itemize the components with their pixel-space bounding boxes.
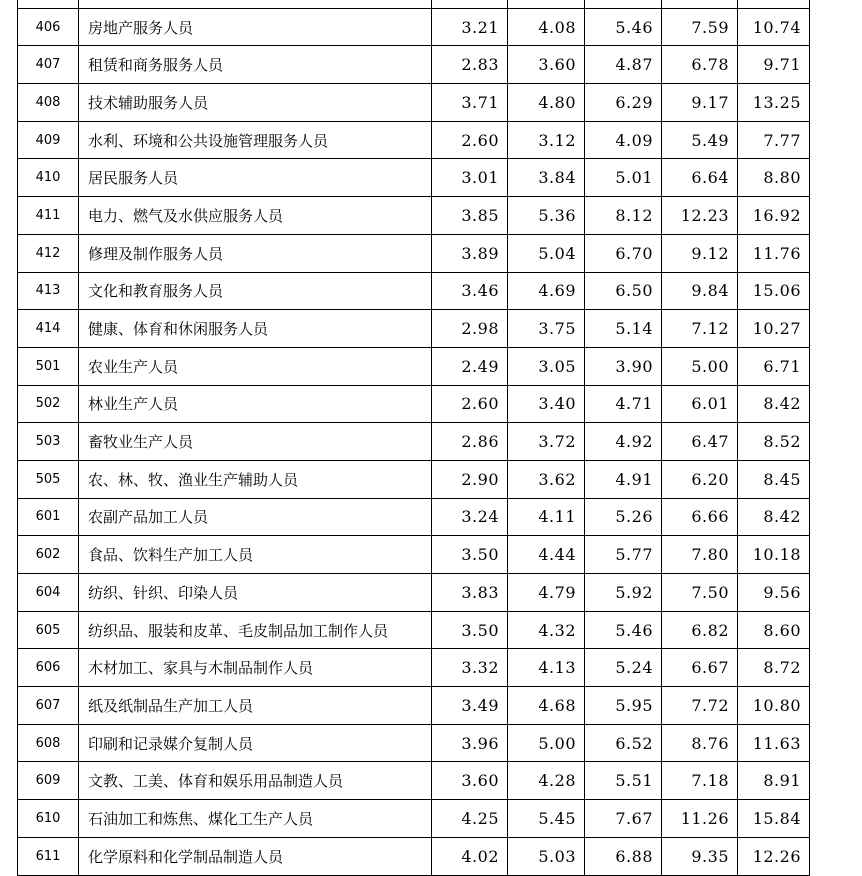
value-cell: 5.01 — [585, 159, 662, 197]
table-row — [18, 687, 810, 725]
occupation-name: 纺织品、服装和皮革、毛皮制品加工制作人员 — [79, 611, 432, 649]
occupation-name: 电力、燃气及水供应服务人员 — [79, 197, 432, 235]
occupation-code — [18, 0, 79, 8]
value-cell: 2.90 — [432, 460, 508, 498]
occupation-name: 印刷和记录媒介复制人员 — [79, 724, 432, 762]
value-cell: 6.01 — [662, 385, 738, 423]
table-row — [18, 234, 810, 272]
value-cell: 4.92 — [585, 423, 662, 461]
value-cell: 9.56 — [738, 574, 810, 612]
value-cell: 2.60 — [432, 385, 508, 423]
occupation-name: 纺织、针织、印染人员 — [79, 574, 432, 612]
value-cell: 3.40 — [508, 385, 585, 423]
table-row — [18, 197, 810, 235]
occupation-code: 601 — [18, 498, 79, 536]
value-cell: 3.01 — [432, 159, 508, 197]
value-cell: 4.02 — [432, 837, 508, 875]
value-cell: 5.36 — [508, 197, 585, 235]
value-cell: 6.67 — [662, 649, 738, 687]
value-cell: 5.95 — [585, 687, 662, 725]
value-cell: 2.86 — [432, 423, 508, 461]
occupation-code: 412 — [18, 234, 79, 272]
value-cell: 7.18 — [662, 762, 738, 800]
value-cell: 9.71 — [738, 46, 810, 84]
occupation-name: 租赁和商务服务人员 — [79, 46, 432, 84]
value-cell: 6.52 — [585, 724, 662, 762]
value-cell: 3.71 — [432, 84, 508, 122]
value-cell: 5.77 — [585, 536, 662, 574]
value-cell: 6.88 — [585, 837, 662, 875]
value-cell: 15.84 — [738, 800, 810, 838]
value-cell: 9.17 — [662, 84, 738, 122]
table-row — [18, 460, 810, 498]
data-table-wrapper — [17, 0, 810, 876]
value-cell: 6.47 — [662, 423, 738, 461]
table-body — [18, 0, 810, 875]
table-row — [18, 536, 810, 574]
occupation-name: 水利、环境和公共设施管理服务人员 — [79, 121, 432, 159]
value-cell — [432, 0, 508, 8]
value-cell: 8.80 — [738, 159, 810, 197]
value-cell: 6.29 — [585, 84, 662, 122]
value-cell: 11.63 — [738, 724, 810, 762]
value-cell: 5.03 — [508, 837, 585, 875]
table-row — [18, 0, 810, 8]
table-row — [18, 423, 810, 461]
table-row — [18, 762, 810, 800]
occupation-code: 610 — [18, 800, 79, 838]
value-cell: 10.74 — [738, 8, 810, 46]
value-cell: 5.51 — [585, 762, 662, 800]
table-row — [18, 574, 810, 612]
value-cell — [585, 0, 662, 8]
value-cell: 4.87 — [585, 46, 662, 84]
value-cell: 3.96 — [432, 724, 508, 762]
occupation-code: 410 — [18, 159, 79, 197]
table-row — [18, 159, 810, 197]
value-cell: 8.45 — [738, 460, 810, 498]
occupation-name: 化学原料和化学制品制造人员 — [79, 837, 432, 875]
value-cell: 5.04 — [508, 234, 585, 272]
occupation-name: 居民服务人员 — [79, 159, 432, 197]
occupation-name: 石油加工和炼焦、煤化工生产人员 — [79, 800, 432, 838]
occupation-code: 408 — [18, 84, 79, 122]
value-cell: 4.13 — [508, 649, 585, 687]
value-cell: 8.72 — [738, 649, 810, 687]
value-cell: 7.50 — [662, 574, 738, 612]
value-cell — [508, 0, 585, 8]
value-cell — [738, 0, 810, 8]
value-cell: 5.14 — [585, 310, 662, 348]
value-cell: 3.60 — [432, 762, 508, 800]
value-cell: 7.77 — [738, 121, 810, 159]
occupation-name: 文教、工美、体育和娱乐用品制造人员 — [79, 762, 432, 800]
value-cell: 6.20 — [662, 460, 738, 498]
occupation-code: 607 — [18, 687, 79, 725]
value-cell: 8.91 — [738, 762, 810, 800]
value-cell: 2.83 — [432, 46, 508, 84]
value-cell: 10.18 — [738, 536, 810, 574]
occupation-code: 605 — [18, 611, 79, 649]
occupation-code: 501 — [18, 347, 79, 385]
value-cell: 4.11 — [508, 498, 585, 536]
value-cell: 5.92 — [585, 574, 662, 612]
value-cell: 3.50 — [432, 611, 508, 649]
value-cell: 7.67 — [585, 800, 662, 838]
value-cell: 3.75 — [508, 310, 585, 348]
occupation-code: 502 — [18, 385, 79, 423]
occupation-code: 411 — [18, 197, 79, 235]
value-cell: 8.76 — [662, 724, 738, 762]
occupation-code: 604 — [18, 574, 79, 612]
value-cell: 8.42 — [738, 498, 810, 536]
occupation-name: 农业生产人员 — [79, 347, 432, 385]
value-cell: 3.21 — [432, 8, 508, 46]
value-cell: 7.12 — [662, 310, 738, 348]
occupation-name: 文化和教育服务人员 — [79, 272, 432, 310]
table-row — [18, 837, 810, 875]
occupation-name: 房地产服务人员 — [79, 8, 432, 46]
table-row — [18, 649, 810, 687]
value-cell: 5.46 — [585, 611, 662, 649]
value-cell: 3.72 — [508, 423, 585, 461]
value-cell: 12.23 — [662, 197, 738, 235]
value-cell: 9.84 — [662, 272, 738, 310]
value-cell: 16.92 — [738, 197, 810, 235]
occupation-code: 503 — [18, 423, 79, 461]
value-cell: 3.05 — [508, 347, 585, 385]
value-cell: 4.25 — [432, 800, 508, 838]
value-cell: 4.91 — [585, 460, 662, 498]
value-cell: 4.44 — [508, 536, 585, 574]
value-cell: 3.84 — [508, 159, 585, 197]
value-cell: 3.83 — [432, 574, 508, 612]
value-cell: 4.71 — [585, 385, 662, 423]
occupation-code: 602 — [18, 536, 79, 574]
value-cell: 3.12 — [508, 121, 585, 159]
occupation-code: 414 — [18, 310, 79, 348]
value-cell: 6.66 — [662, 498, 738, 536]
table-row — [18, 800, 810, 838]
value-cell: 4.80 — [508, 84, 585, 122]
value-cell: 4.32 — [508, 611, 585, 649]
value-cell: 11.26 — [662, 800, 738, 838]
value-cell: 8.12 — [585, 197, 662, 235]
occupation-name — [79, 0, 432, 8]
value-cell: 2.60 — [432, 121, 508, 159]
table-row — [18, 611, 810, 649]
value-cell: 5.46 — [585, 8, 662, 46]
value-cell: 5.26 — [585, 498, 662, 536]
occupation-code: 505 — [18, 460, 79, 498]
value-cell: 6.71 — [738, 347, 810, 385]
value-cell: 7.72 — [662, 687, 738, 725]
value-cell: 3.46 — [432, 272, 508, 310]
value-cell: 3.49 — [432, 687, 508, 725]
value-cell: 7.59 — [662, 8, 738, 46]
value-cell: 4.79 — [508, 574, 585, 612]
value-cell: 5.45 — [508, 800, 585, 838]
table-row — [18, 121, 810, 159]
occupation-name: 技术辅助服务人员 — [79, 84, 432, 122]
occupation-name: 纸及纸制品生产加工人员 — [79, 687, 432, 725]
value-cell: 15.06 — [738, 272, 810, 310]
value-cell: 6.64 — [662, 159, 738, 197]
occupation-code: 407 — [18, 46, 79, 84]
value-cell — [662, 0, 738, 8]
value-cell: 12.26 — [738, 837, 810, 875]
occupation-code: 608 — [18, 724, 79, 762]
value-cell: 6.82 — [662, 611, 738, 649]
occupation-code: 413 — [18, 272, 79, 310]
value-cell: 8.42 — [738, 385, 810, 423]
occupation-code: 409 — [18, 121, 79, 159]
occupation-name: 农副产品加工人员 — [79, 498, 432, 536]
occupation-name: 畜牧业生产人员 — [79, 423, 432, 461]
value-cell: 8.60 — [738, 611, 810, 649]
value-cell: 3.62 — [508, 460, 585, 498]
occupation-name: 林业生产人员 — [79, 385, 432, 423]
value-cell: 10.80 — [738, 687, 810, 725]
occupation-code: 611 — [18, 837, 79, 875]
value-cell: 6.50 — [585, 272, 662, 310]
value-cell: 3.24 — [432, 498, 508, 536]
value-cell: 2.98 — [432, 310, 508, 348]
value-cell: 6.78 — [662, 46, 738, 84]
occupation-name: 健康、体育和休闲服务人员 — [79, 310, 432, 348]
value-cell: 3.89 — [432, 234, 508, 272]
table-row — [18, 84, 810, 122]
value-cell: 5.24 — [585, 649, 662, 687]
occupation-name: 木材加工、家具与木制品制作人员 — [79, 649, 432, 687]
value-cell: 13.25 — [738, 84, 810, 122]
value-cell: 3.85 — [432, 197, 508, 235]
value-cell: 3.32 — [432, 649, 508, 687]
value-cell: 4.09 — [585, 121, 662, 159]
value-cell: 6.70 — [585, 234, 662, 272]
value-cell: 11.76 — [738, 234, 810, 272]
occupation-name: 食品、饮料生产加工人员 — [79, 536, 432, 574]
occupation-code: 606 — [18, 649, 79, 687]
table-row — [18, 310, 810, 348]
value-cell: 4.68 — [508, 687, 585, 725]
value-cell: 9.35 — [662, 837, 738, 875]
occupation-code: 609 — [18, 762, 79, 800]
value-cell: 9.12 — [662, 234, 738, 272]
table-row — [18, 724, 810, 762]
table-row — [18, 347, 810, 385]
table-row — [18, 498, 810, 536]
table-row — [18, 46, 810, 84]
value-cell: 7.80 — [662, 536, 738, 574]
table-row — [18, 272, 810, 310]
value-cell: 10.27 — [738, 310, 810, 348]
table-row — [18, 8, 810, 46]
occupation-name: 修理及制作服务人员 — [79, 234, 432, 272]
occupation-wage-table — [17, 0, 810, 876]
occupation-name: 农、林、牧、渔业生产辅助人员 — [79, 460, 432, 498]
value-cell: 3.60 — [508, 46, 585, 84]
value-cell: 4.08 — [508, 8, 585, 46]
value-cell: 2.49 — [432, 347, 508, 385]
value-cell: 5.00 — [662, 347, 738, 385]
value-cell: 5.00 — [508, 724, 585, 762]
occupation-code: 406 — [18, 8, 79, 46]
value-cell: 3.90 — [585, 347, 662, 385]
value-cell: 4.28 — [508, 762, 585, 800]
table-row — [18, 385, 810, 423]
value-cell: 4.69 — [508, 272, 585, 310]
value-cell: 8.52 — [738, 423, 810, 461]
value-cell: 3.50 — [432, 536, 508, 574]
value-cell: 5.49 — [662, 121, 738, 159]
